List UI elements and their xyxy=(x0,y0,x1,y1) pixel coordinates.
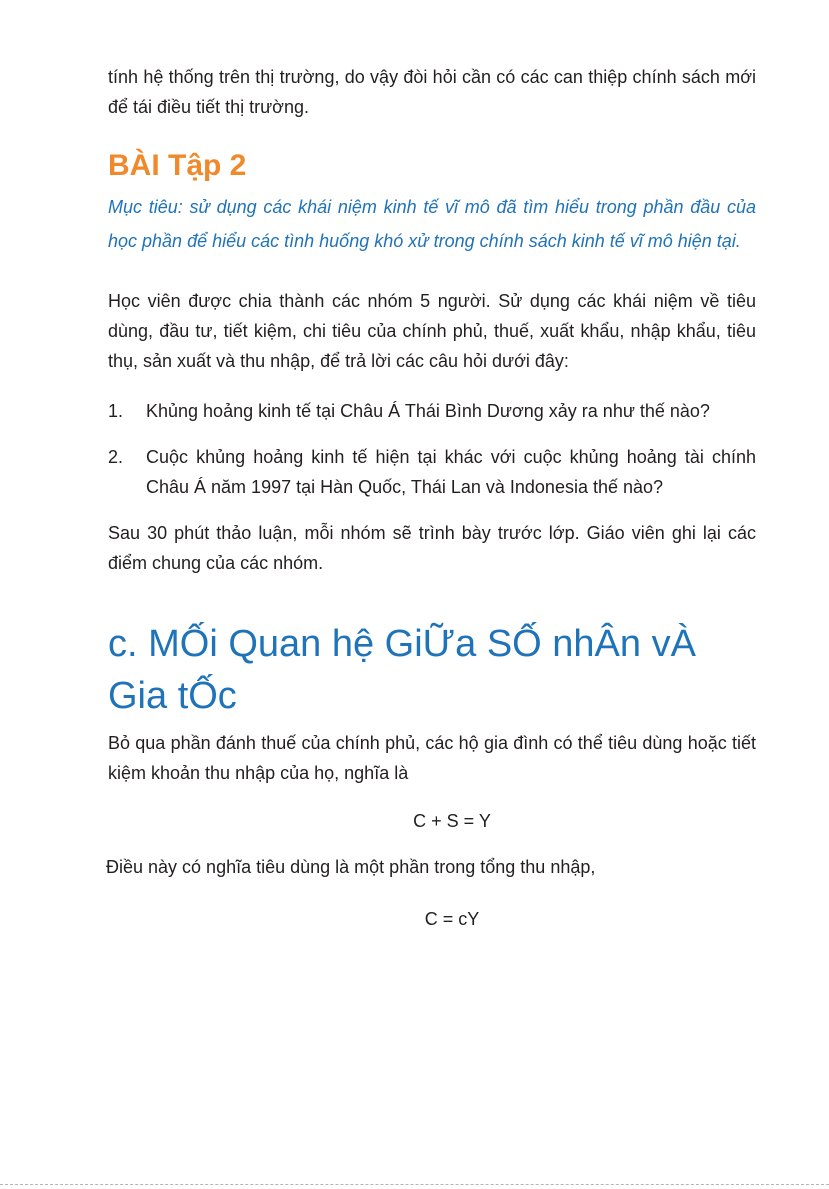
question-number: 2. xyxy=(108,447,124,467)
exercise-closing: Sau 30 phút thảo luận, mỗi nhóm sẽ trình bày trước lớp. Giáo viên ghi lại các điểm chung của các nhóm. xyxy=(108,523,756,573)
exercise-title: BÀI Tập 2 xyxy=(108,149,247,182)
question-text: Cuộc khủng hoảng kinh tế hiện tại khác với cuộc khủng hoảng tài chính Châu Á năm 1997 tại Hàn Quốc, Thái Lan và Indonesia thế nào? xyxy=(146,447,756,497)
page-bottom-rule xyxy=(0,1184,829,1185)
question-text: Khủng hoảng kinh tế tại Châu Á Thái Bình Dương xảy ra như thế nào? xyxy=(146,401,710,421)
question-list xyxy=(108,396,756,502)
question-item xyxy=(108,396,756,426)
intro-paragraph: tính hệ thống trên thị trường, do vậy đòi hỏi cần có các can thiệp chính sách mới để tái điều tiết thị trường. xyxy=(108,67,756,117)
exercise-task: Học viên được chia thành các nhóm 5 người. Sử dụng các khái niệm về tiêu dùng, đầu tư, tiết kiệm, chi tiêu của chính phủ, thuế, xuất khẩu, nhập khẩu, tiêu thụ, sản xuất và thu nhập, để trả lời các câu hỏi dưới đây: xyxy=(108,291,756,371)
equation-savings: C + S = Y xyxy=(413,811,491,831)
document-page xyxy=(108,62,756,950)
exercise-objective: Mục tiêu: sử dụng các khái niệm kinh tế vĩ mô đã tìm hiểu trong phần đầu của học phần để hiểu các tình huống khó xử trong chính sách kinh tế vĩ mô hiện tại. xyxy=(108,197,756,251)
question-number: 1. xyxy=(108,401,124,421)
question-item xyxy=(108,442,756,502)
section-paragraph: Điều này có nghĩa tiêu dùng là một phần trong tổng thu nhập, xyxy=(106,857,596,877)
equation-consumption: C = cY xyxy=(424,909,480,929)
section-paragraph: Bỏ qua phần đánh thuế của chính phủ, các hộ gia đình có thể tiêu dùng hoặc tiết kiệm khoản thu nhập của họ, nghĩa là xyxy=(108,733,756,783)
section-heading: c. MỐi Quan hệ GiỮa SỐ nhÂn vÀ Gia tỐc xyxy=(108,623,696,717)
